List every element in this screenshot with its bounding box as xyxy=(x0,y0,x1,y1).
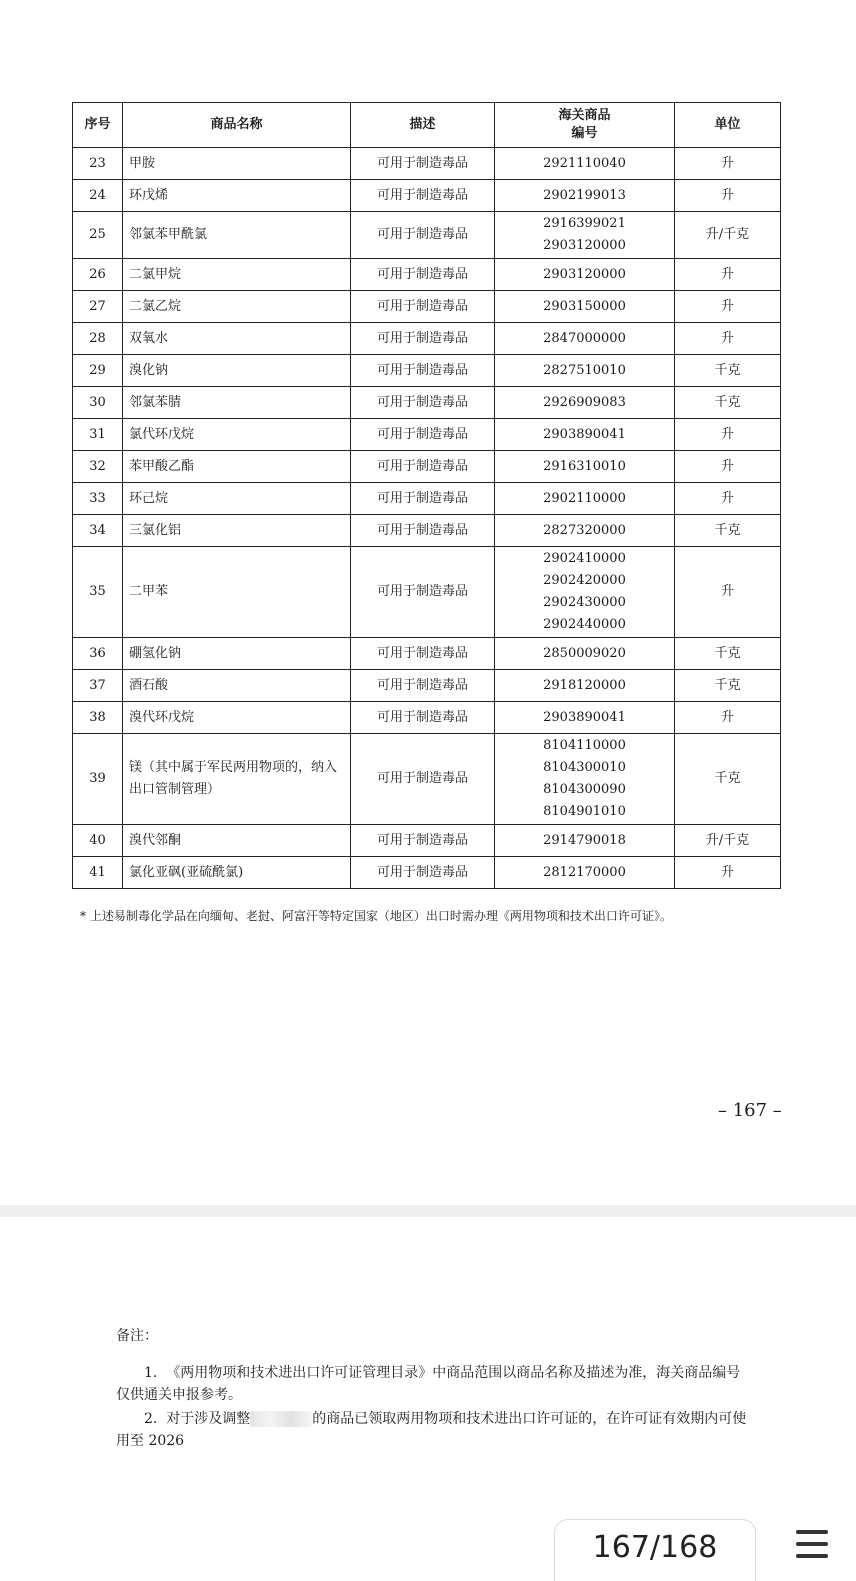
row-number: 26 xyxy=(73,259,123,291)
row-unit: 千克 xyxy=(675,638,781,670)
row-customs-codes xyxy=(495,291,675,323)
row-name: 硼氢化钠 xyxy=(123,638,351,670)
row-unit: 升 xyxy=(675,259,781,291)
row-name: 邻氯苯甲酰氯 xyxy=(123,212,351,259)
row-name: 氯化亚砜(亚硫酰氯) xyxy=(123,857,351,889)
row-customs-codes xyxy=(495,515,675,547)
table-row xyxy=(73,323,781,355)
header-unit: 单位 xyxy=(675,103,781,148)
notes-title: 备注： xyxy=(116,1328,158,1344)
row-description: 可用于制造毒品 xyxy=(351,387,495,419)
note-1-number: 1. xyxy=(144,1365,158,1381)
table-row xyxy=(73,259,781,291)
row-unit: 升 xyxy=(675,291,781,323)
obscured-text xyxy=(250,1411,312,1427)
row-number: 41 xyxy=(73,857,123,889)
customs-code: 2812170000 xyxy=(543,864,626,880)
row-unit: 升 xyxy=(675,419,781,451)
row-unit: 升/千克 xyxy=(675,212,781,259)
note-2-text-after: 的商品已领取两用物项和技术进出口许可证的，在许可证有效期内可使用至 2026 xyxy=(116,1411,747,1449)
row-description: 可用于制造毒品 xyxy=(351,734,495,825)
page-separator xyxy=(0,1205,856,1217)
table-row xyxy=(73,355,781,387)
row-name: 镁（其中属于军民两用物项的，纳入出口管制管理） xyxy=(123,734,351,825)
customs-code: 8104300010 xyxy=(543,760,626,775)
table-row xyxy=(73,148,781,180)
customs-code: 2903890041 xyxy=(543,709,626,725)
header-name: 商品名称 xyxy=(123,103,351,148)
table-row xyxy=(73,212,781,259)
row-number: 29 xyxy=(73,355,123,387)
table-row xyxy=(73,702,781,734)
row-number: 36 xyxy=(73,638,123,670)
row-number: 32 xyxy=(73,451,123,483)
customs-code: 8104300090 xyxy=(543,782,626,797)
row-description: 可用于制造毒品 xyxy=(351,323,495,355)
table-row xyxy=(73,483,781,515)
row-customs-codes xyxy=(495,702,675,734)
row-name: 溴代环戊烷 xyxy=(123,702,351,734)
menu-button[interactable] xyxy=(786,1524,838,1580)
row-name: 溴代邻酮 xyxy=(123,825,351,857)
row-number: 23 xyxy=(73,148,123,180)
row-customs-codes xyxy=(495,734,675,825)
page-indicator[interactable]: 167/168 xyxy=(554,1519,756,1581)
row-customs-codes xyxy=(495,483,675,515)
customs-code: 2926909083 xyxy=(543,394,626,410)
row-unit: 升/千克 xyxy=(675,825,781,857)
row-customs-codes xyxy=(495,857,675,889)
row-number: 28 xyxy=(73,323,123,355)
row-customs-codes xyxy=(495,419,675,451)
customs-code: 2902430000 xyxy=(543,595,626,610)
row-number: 31 xyxy=(73,419,123,451)
customs-code: 2850009020 xyxy=(543,645,626,661)
row-number: 33 xyxy=(73,483,123,515)
table-footnote: * 上述易制毒化学品在向缅甸、老挝、阿富汗等特定国家（地区）出口时需办理《两用物项和技术出口许可证》。 xyxy=(80,909,672,923)
table-row xyxy=(73,670,781,702)
row-description: 可用于制造毒品 xyxy=(351,291,495,323)
note-2-number: 2. xyxy=(144,1411,158,1427)
row-description: 可用于制造毒品 xyxy=(351,259,495,291)
customs-code: 2903890041 xyxy=(543,426,626,442)
row-customs-codes xyxy=(495,670,675,702)
customs-code: 2902410000 xyxy=(543,551,626,566)
row-name: 二氯甲烷 xyxy=(123,259,351,291)
row-description: 可用于制造毒品 xyxy=(351,148,495,180)
row-number: 24 xyxy=(73,180,123,212)
customs-code: 8104901010 xyxy=(543,804,626,819)
row-description: 可用于制造毒品 xyxy=(351,825,495,857)
customs-code: 2916310010 xyxy=(543,458,626,474)
row-description: 可用于制造毒品 xyxy=(351,451,495,483)
customs-code: 2902199013 xyxy=(543,187,626,203)
customs-code: 8104110000 xyxy=(543,738,626,753)
page-number: – 167 – xyxy=(718,1100,782,1121)
table-row xyxy=(73,180,781,212)
row-customs-codes xyxy=(495,180,675,212)
row-name: 溴化钠 xyxy=(123,355,351,387)
row-name: 氯代环戊烷 xyxy=(123,419,351,451)
row-customs-codes xyxy=(495,387,675,419)
row-description: 可用于制造毒品 xyxy=(351,670,495,702)
row-number: 25 xyxy=(73,212,123,259)
row-customs-codes xyxy=(495,323,675,355)
row-description: 可用于制造毒品 xyxy=(351,355,495,387)
row-customs-codes xyxy=(495,355,675,387)
customs-code: 2921110040 xyxy=(543,155,626,171)
row-unit: 千克 xyxy=(675,670,781,702)
header-desc: 描述 xyxy=(351,103,495,148)
row-unit: 升 xyxy=(675,547,781,638)
row-description: 可用于制造毒品 xyxy=(351,483,495,515)
controlled-chemicals-table xyxy=(72,102,781,889)
row-number: 35 xyxy=(73,547,123,638)
customs-code: 2903120000 xyxy=(543,266,626,282)
row-unit: 千克 xyxy=(675,387,781,419)
row-unit: 升 xyxy=(675,702,781,734)
note-2 xyxy=(116,1408,752,1452)
table-body xyxy=(73,148,781,889)
row-number: 38 xyxy=(73,702,123,734)
note-1-text: 《两用物项和技术进出口许可证管理目录》中商品范围以商品名称及描述为准，海关商品编号仅供通关申报参考。 xyxy=(116,1365,741,1403)
customs-code: 2902110000 xyxy=(543,490,626,506)
customs-code: 2827320000 xyxy=(543,522,626,538)
row-name: 三氯化铝 xyxy=(123,515,351,547)
customs-code: 2903150000 xyxy=(543,298,626,314)
row-number: 39 xyxy=(73,734,123,825)
row-unit: 升 xyxy=(675,857,781,889)
customs-code: 2847000000 xyxy=(543,330,626,346)
table-row xyxy=(73,734,781,825)
customs-code: 2916399021 xyxy=(543,216,626,231)
customs-code: 2827510010 xyxy=(543,362,626,378)
row-customs-codes xyxy=(495,825,675,857)
table-row xyxy=(73,451,781,483)
row-customs-codes xyxy=(495,451,675,483)
row-description: 可用于制造毒品 xyxy=(351,638,495,670)
row-unit: 升 xyxy=(675,323,781,355)
row-description: 可用于制造毒品 xyxy=(351,212,495,259)
row-number: 30 xyxy=(73,387,123,419)
row-name: 酒石酸 xyxy=(123,670,351,702)
header-code xyxy=(495,103,675,148)
row-number: 40 xyxy=(73,825,123,857)
table-row xyxy=(73,419,781,451)
header-code-label: 海关商品编号 xyxy=(558,108,611,141)
note-2-text-before: 对于涉及调整 xyxy=(166,1411,251,1427)
row-name: 甲胺 xyxy=(123,148,351,180)
header-no: 序号 xyxy=(73,103,123,148)
row-description: 可用于制造毒品 xyxy=(351,180,495,212)
row-description: 可用于制造毒品 xyxy=(351,547,495,638)
row-description: 可用于制造毒品 xyxy=(351,857,495,889)
row-name: 环己烷 xyxy=(123,483,351,515)
row-unit: 千克 xyxy=(675,515,781,547)
row-customs-codes xyxy=(495,212,675,259)
row-name: 双氧水 xyxy=(123,323,351,355)
table-row xyxy=(73,825,781,857)
row-unit: 升 xyxy=(675,180,781,212)
row-description: 可用于制造毒品 xyxy=(351,419,495,451)
table-row xyxy=(73,291,781,323)
row-name: 二甲苯 xyxy=(123,547,351,638)
row-unit: 千克 xyxy=(675,355,781,387)
table-row xyxy=(73,638,781,670)
row-name: 苯甲酸乙酯 xyxy=(123,451,351,483)
customs-code: 2914790018 xyxy=(543,832,626,848)
row-unit: 升 xyxy=(675,483,781,515)
note-1 xyxy=(116,1362,752,1406)
table-row xyxy=(73,387,781,419)
table-row xyxy=(73,547,781,638)
customs-code: 2902420000 xyxy=(543,573,626,588)
table-header-row xyxy=(73,103,781,148)
row-name: 环戊烯 xyxy=(123,180,351,212)
row-number: 37 xyxy=(73,670,123,702)
row-customs-codes xyxy=(495,547,675,638)
customs-code: 2903120000 xyxy=(543,238,626,253)
row-unit: 升 xyxy=(675,451,781,483)
customs-code: 2918120000 xyxy=(543,677,626,693)
row-unit: 升 xyxy=(675,148,781,180)
row-unit: 千克 xyxy=(675,734,781,825)
row-name: 邻氯苯腈 xyxy=(123,387,351,419)
customs-code: 2902440000 xyxy=(543,617,626,632)
row-description: 可用于制造毒品 xyxy=(351,702,495,734)
row-customs-codes xyxy=(495,259,675,291)
row-description: 可用于制造毒品 xyxy=(351,515,495,547)
row-number: 34 xyxy=(73,515,123,547)
table-row xyxy=(73,515,781,547)
row-customs-codes xyxy=(495,638,675,670)
table-row xyxy=(73,857,781,889)
row-customs-codes xyxy=(495,148,675,180)
row-name: 二氯乙烷 xyxy=(123,291,351,323)
row-number: 27 xyxy=(73,291,123,323)
